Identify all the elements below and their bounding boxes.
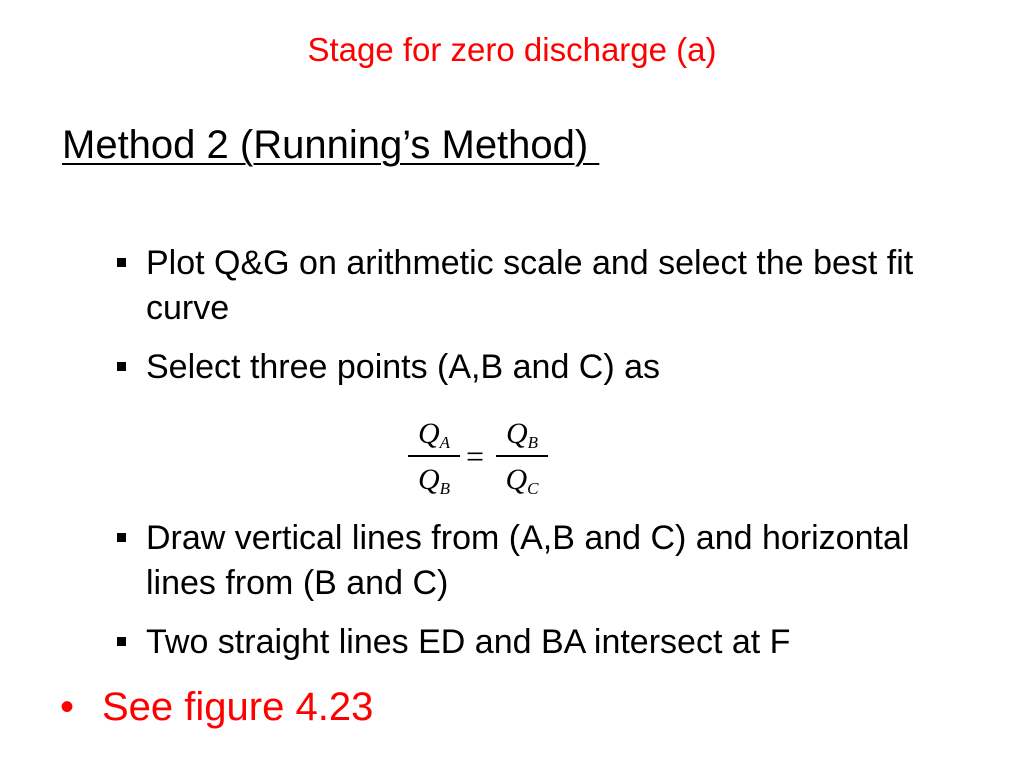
see-figure-text: See figure 4.23 [102,685,374,729]
fraction-bar [496,455,548,457]
bullet-item [146,241,946,331]
round-bullet-icon: • [60,685,75,729]
left-fraction [408,414,460,500]
right-fraction [496,414,548,500]
numerator: $Q_B$ [505,417,539,452]
square-bullet-icon [117,533,126,542]
denominator: $Q_C$ [505,463,539,498]
square-bullet-icon [117,362,126,371]
square-bullet-icon [117,258,126,267]
equals-sign: = [466,438,485,474]
bullet-text: Select three points (A,B and C) as [146,348,661,386]
denominator: $Q_B$ [417,463,451,498]
square-bullet-icon [117,637,126,646]
slide-title: Stage for zero discharge (a) [307,31,717,68]
bullet-text: Draw vertical lines from (A,B and C) and horizontal lines from (B and C) [146,519,910,602]
bullet-item [146,516,946,606]
fraction-bar [408,455,460,457]
numerator: $Q_A$ [417,417,451,452]
see-figure-item [60,683,374,731]
method-heading: Method 2 (Running’s Method) [62,123,600,167]
bullet-text: Plot Q&G on arithmetic scale and select the best fit curve [146,244,914,327]
ratio-equation [408,414,548,504]
bullet-item [146,620,946,665]
bullet-text: Two straight lines ED and BA intersect at F [146,623,791,661]
bullet-item [146,345,946,390]
